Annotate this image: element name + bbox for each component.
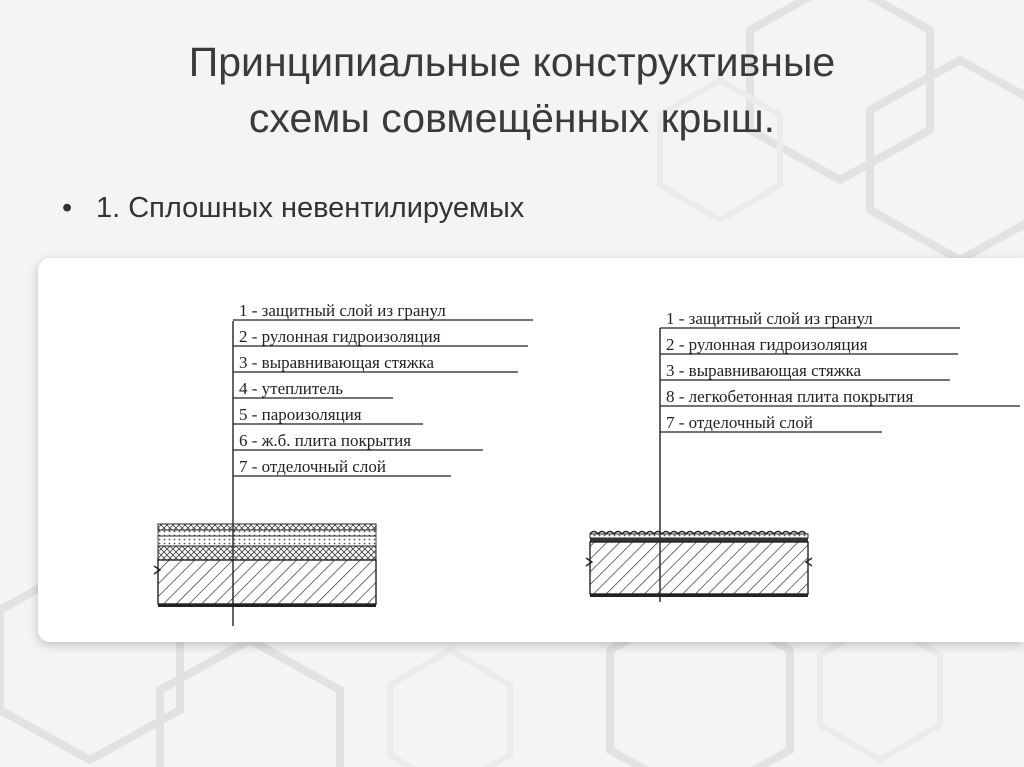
left-labels <box>233 301 533 476</box>
diagram-left-label-1: 1 - защитный слой из гранул <box>239 301 446 320</box>
diagram-right-label-5: 7 - отделочный слой <box>666 413 813 432</box>
diagram-left-label-6: 6 - ж.б. плита покрытия <box>239 431 412 450</box>
diagram-right-label-4: 8 - легкобетонная плита покрытия <box>666 387 914 406</box>
diagram-left-label-2: 2 - рулонная гидроизоляция <box>239 327 441 346</box>
diagram-right-label-1: 1 - защитный слой из гранул <box>666 309 873 328</box>
diagram-right-label-2: 2 - рулонная гидроизоляция <box>666 335 868 354</box>
panel-reflection <box>38 650 1024 767</box>
right-scheme <box>586 309 1020 602</box>
slide-title <box>0 34 1024 146</box>
diagram-panel <box>38 258 1024 642</box>
diagram-left-label-4: 4 - утеплитель <box>239 379 344 398</box>
diagram-left-label-7: 7 - отделочный слой <box>239 457 386 476</box>
diagram-left-label-5: 5 - пароизоляция <box>239 405 362 424</box>
diagram-right-label-3: 3 - выравнивающая стяжка <box>666 361 861 380</box>
bullet-item <box>62 192 524 225</box>
slide-title-line-2: схемы совмещённых крыш. <box>248 95 776 141</box>
slide-title-line-1: Принципиальные конструктивные <box>188 39 836 85</box>
right-labels <box>660 309 1020 432</box>
left-roof-section <box>154 524 376 607</box>
bullet-text: 1. Сплошных невентилируемых <box>96 192 525 224</box>
bullet-dot-icon: • <box>62 192 73 224</box>
roof-schemes-diagram <box>38 258 1024 642</box>
left-scheme <box>154 301 533 626</box>
diagram-left-label-3: 3 - выравнивающая стяжка <box>239 353 434 372</box>
right-roof-section <box>586 532 812 598</box>
